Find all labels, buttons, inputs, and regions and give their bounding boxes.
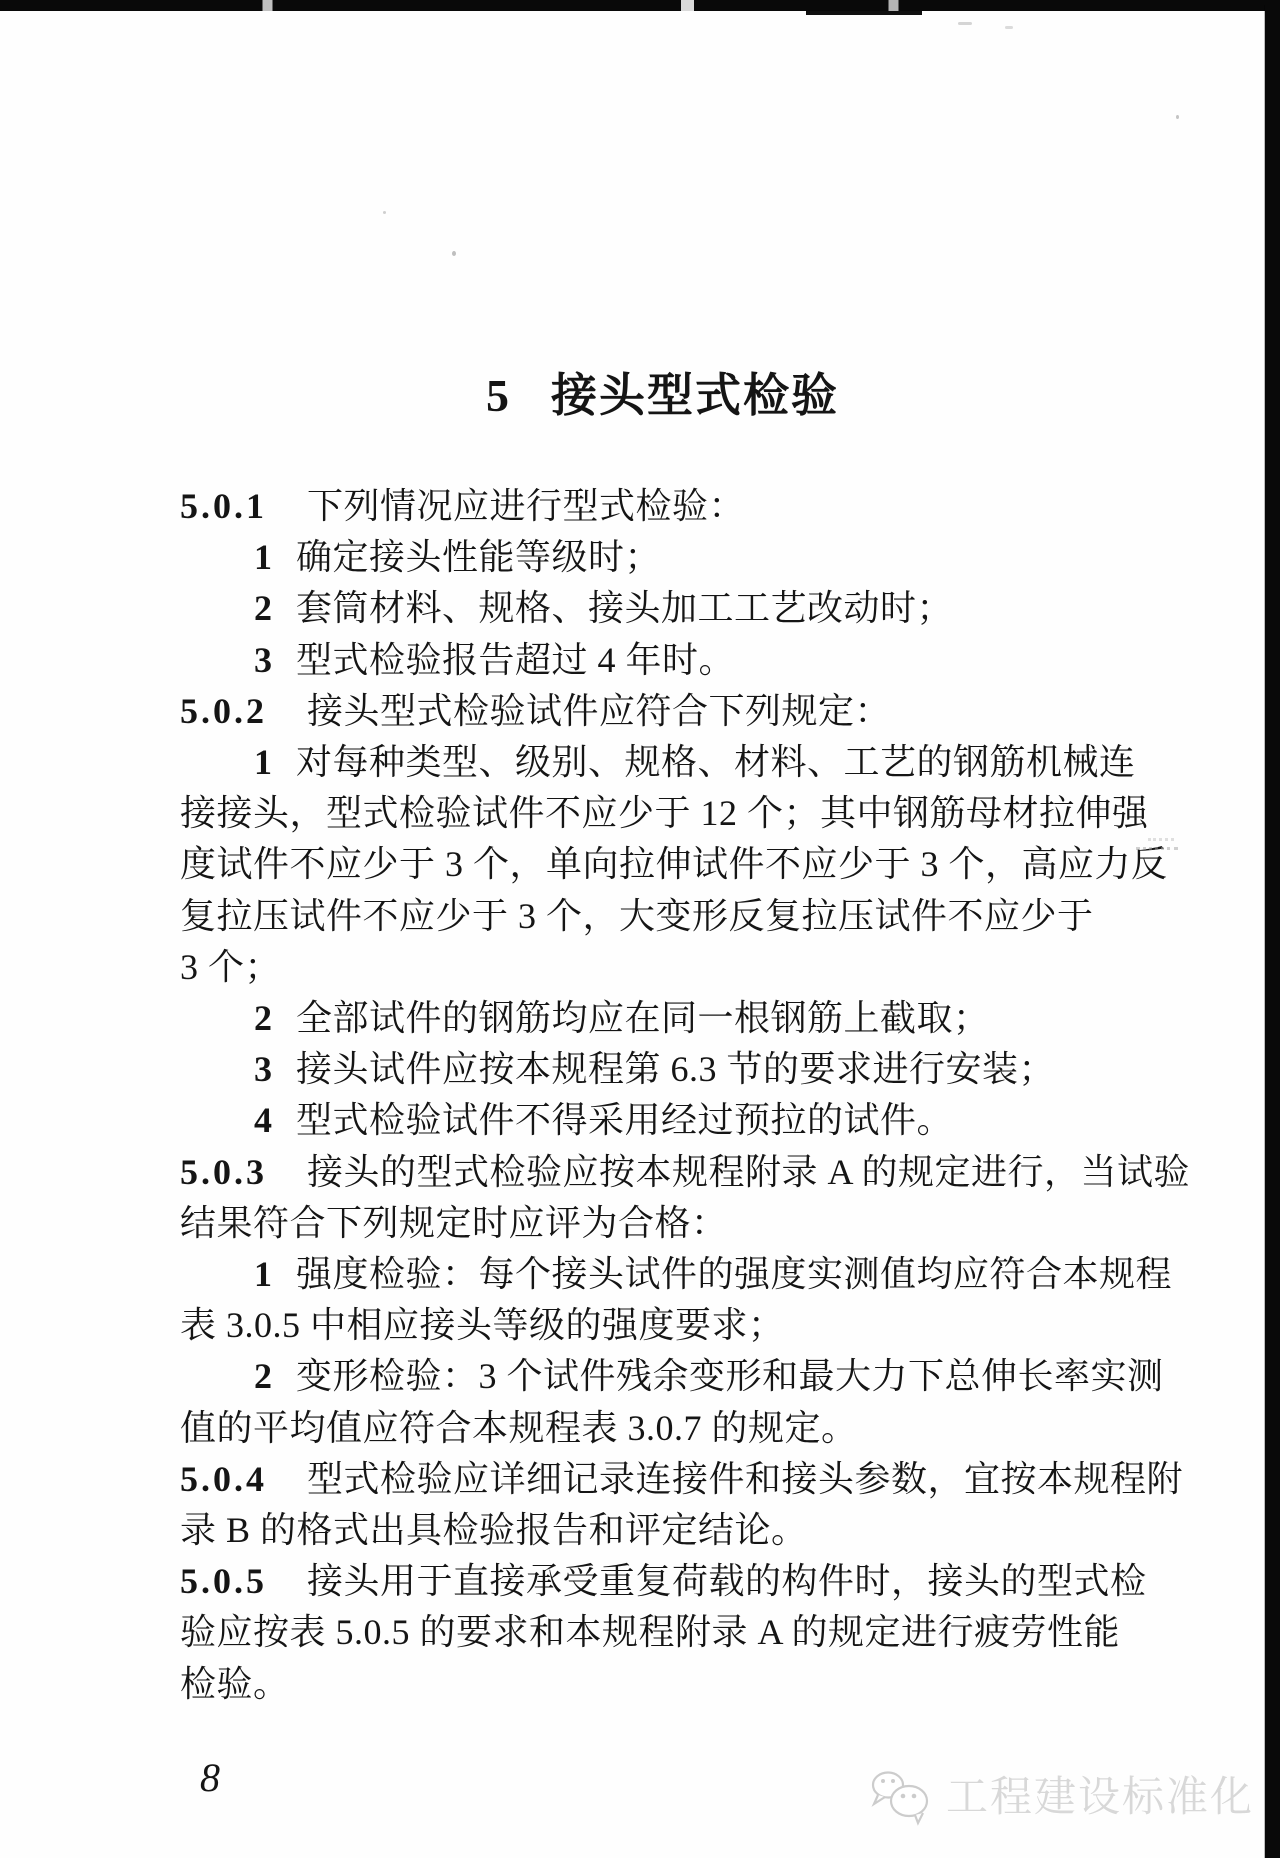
page-number: 8 bbox=[200, 1755, 221, 1800]
line-text: 型式检验应详细记录连接件和接头参数，宜按本规程附 bbox=[307, 1458, 1184, 1499]
section-title-text: 接头型式检验 bbox=[551, 369, 839, 421]
line-text: 验应按表 5.0.5 的要求和本规程附录 A 的规定进行疲劳性能 bbox=[180, 1612, 1121, 1653]
line-text: 检验。 bbox=[180, 1663, 290, 1704]
scan-speck bbox=[452, 251, 456, 256]
continuation-line bbox=[180, 1198, 1145, 1249]
scan-artifact-dots bbox=[1136, 847, 1178, 850]
item-number: 1 bbox=[254, 742, 272, 782]
line-text: 型式检验试件不得采用经过预拉的试件。 bbox=[296, 1100, 954, 1141]
line-text: 对每种类型、级别、规格、材料、工艺的钢筋机械连 bbox=[296, 742, 1136, 782]
item-line bbox=[180, 532, 1145, 583]
line-text: 全部试件的钢筋均应在同一根钢筋上截取； bbox=[296, 998, 990, 1038]
continuation-line bbox=[180, 1659, 1145, 1710]
wechat-icon bbox=[868, 1768, 938, 1826]
item-line bbox=[180, 1095, 1145, 1146]
line-text: 接接头，型式检验试件不应少于 12 个；其中钢筋母材拉伸强 bbox=[180, 793, 1149, 834]
item-line bbox=[180, 635, 1145, 686]
scan-edge-right bbox=[1265, 5, 1280, 1858]
item-line bbox=[180, 583, 1145, 634]
clause-line bbox=[180, 1454, 1184, 1505]
line-text: 型式检验报告超过 4 年时。 bbox=[296, 639, 736, 680]
clause-number: 5.0.1 bbox=[180, 486, 267, 526]
item-number: 1 bbox=[254, 1254, 272, 1294]
clause-line bbox=[180, 1556, 1145, 1607]
item-number: 4 bbox=[254, 1100, 272, 1141]
line-text: 接头的型式检验应按本规程附录 A 的规定进行，当试验 bbox=[307, 1151, 1191, 1192]
line-text: 表 3.0.5 中相应接头等级的强度要求； bbox=[180, 1305, 785, 1346]
clause-number: 5.0.2 bbox=[180, 690, 267, 731]
item-line bbox=[180, 737, 1145, 788]
line-text: 值的平均值应符合本规程表 3.0.7 的规定。 bbox=[180, 1407, 858, 1448]
continuation-line bbox=[180, 1505, 1145, 1556]
clause-line bbox=[180, 481, 1145, 532]
clause-number: 5.0.4 bbox=[180, 1458, 267, 1499]
line-text: 接头试件应按本规程第 6.3 节的要求进行安装； bbox=[296, 1049, 1056, 1090]
scan-speck bbox=[1005, 26, 1013, 29]
item-number: 2 bbox=[254, 1356, 272, 1397]
item-number: 1 bbox=[254, 537, 272, 578]
continuation-line bbox=[180, 839, 1168, 890]
line-text: 结果符合下列规定时应评为合格： bbox=[180, 1202, 728, 1243]
watermark bbox=[868, 1768, 1254, 1826]
scan-artifact-dots bbox=[1148, 838, 1174, 841]
continuation-line bbox=[180, 942, 1145, 993]
scan-speck bbox=[958, 22, 972, 25]
line-text: 复拉压试件不应少于 3 个，大变形反复拉压试件不应少于 bbox=[180, 895, 1094, 936]
clause-line bbox=[180, 1147, 1191, 1198]
continuation-line bbox=[180, 1300, 1145, 1351]
continuation-line bbox=[180, 788, 1149, 839]
item-line bbox=[180, 1249, 1173, 1300]
scan-speck bbox=[383, 211, 386, 214]
continuation-line bbox=[180, 1607, 1145, 1658]
line-text: 强度检验：每个接头试件的强度实测值均应符合本规程 bbox=[296, 1254, 1173, 1294]
item-number: 3 bbox=[254, 639, 272, 680]
document-body bbox=[180, 0, 1191, 1858]
line-text: 接头型式检验试件应符合下列规定： bbox=[307, 690, 892, 731]
line-text: 确定接头性能等级时； bbox=[296, 537, 662, 578]
line-text: 3 个； bbox=[180, 946, 282, 987]
clause-number: 5.0.5 bbox=[180, 1561, 267, 1602]
item-number: 2 bbox=[254, 588, 272, 629]
line-text: 套筒材料、规格、接头加工工艺改动时； bbox=[296, 588, 954, 629]
item-line bbox=[180, 1351, 1164, 1402]
line-text: 录 B 的格式出具检验报告和评定结论。 bbox=[180, 1510, 808, 1550]
clause-line bbox=[180, 686, 1145, 737]
line-text: 接头用于直接承受重复荷载的构件时，接头的型式检 bbox=[307, 1561, 1147, 1602]
clause-number: 5.0.3 bbox=[180, 1151, 267, 1192]
item-line bbox=[180, 1044, 1145, 1095]
scan-speck bbox=[1176, 115, 1179, 119]
item-number: 2 bbox=[254, 998, 272, 1038]
item-line bbox=[180, 993, 1145, 1044]
line-text: 度试件不应少于 3 个，单向拉伸试件不应少于 3 个，高应力反 bbox=[180, 844, 1168, 885]
continuation-line bbox=[180, 1403, 1145, 1454]
item-number: 3 bbox=[254, 1049, 272, 1090]
watermark-text: 工程建设标准化 bbox=[946, 1773, 1255, 1820]
line-text: 下列情况应进行型式检验： bbox=[307, 486, 746, 526]
line-text: 变形检验：3 个试件残余变形和最大力下总伸长率实测 bbox=[296, 1356, 1164, 1397]
section-number: 5 bbox=[486, 369, 509, 421]
continuation-line bbox=[180, 891, 1145, 942]
